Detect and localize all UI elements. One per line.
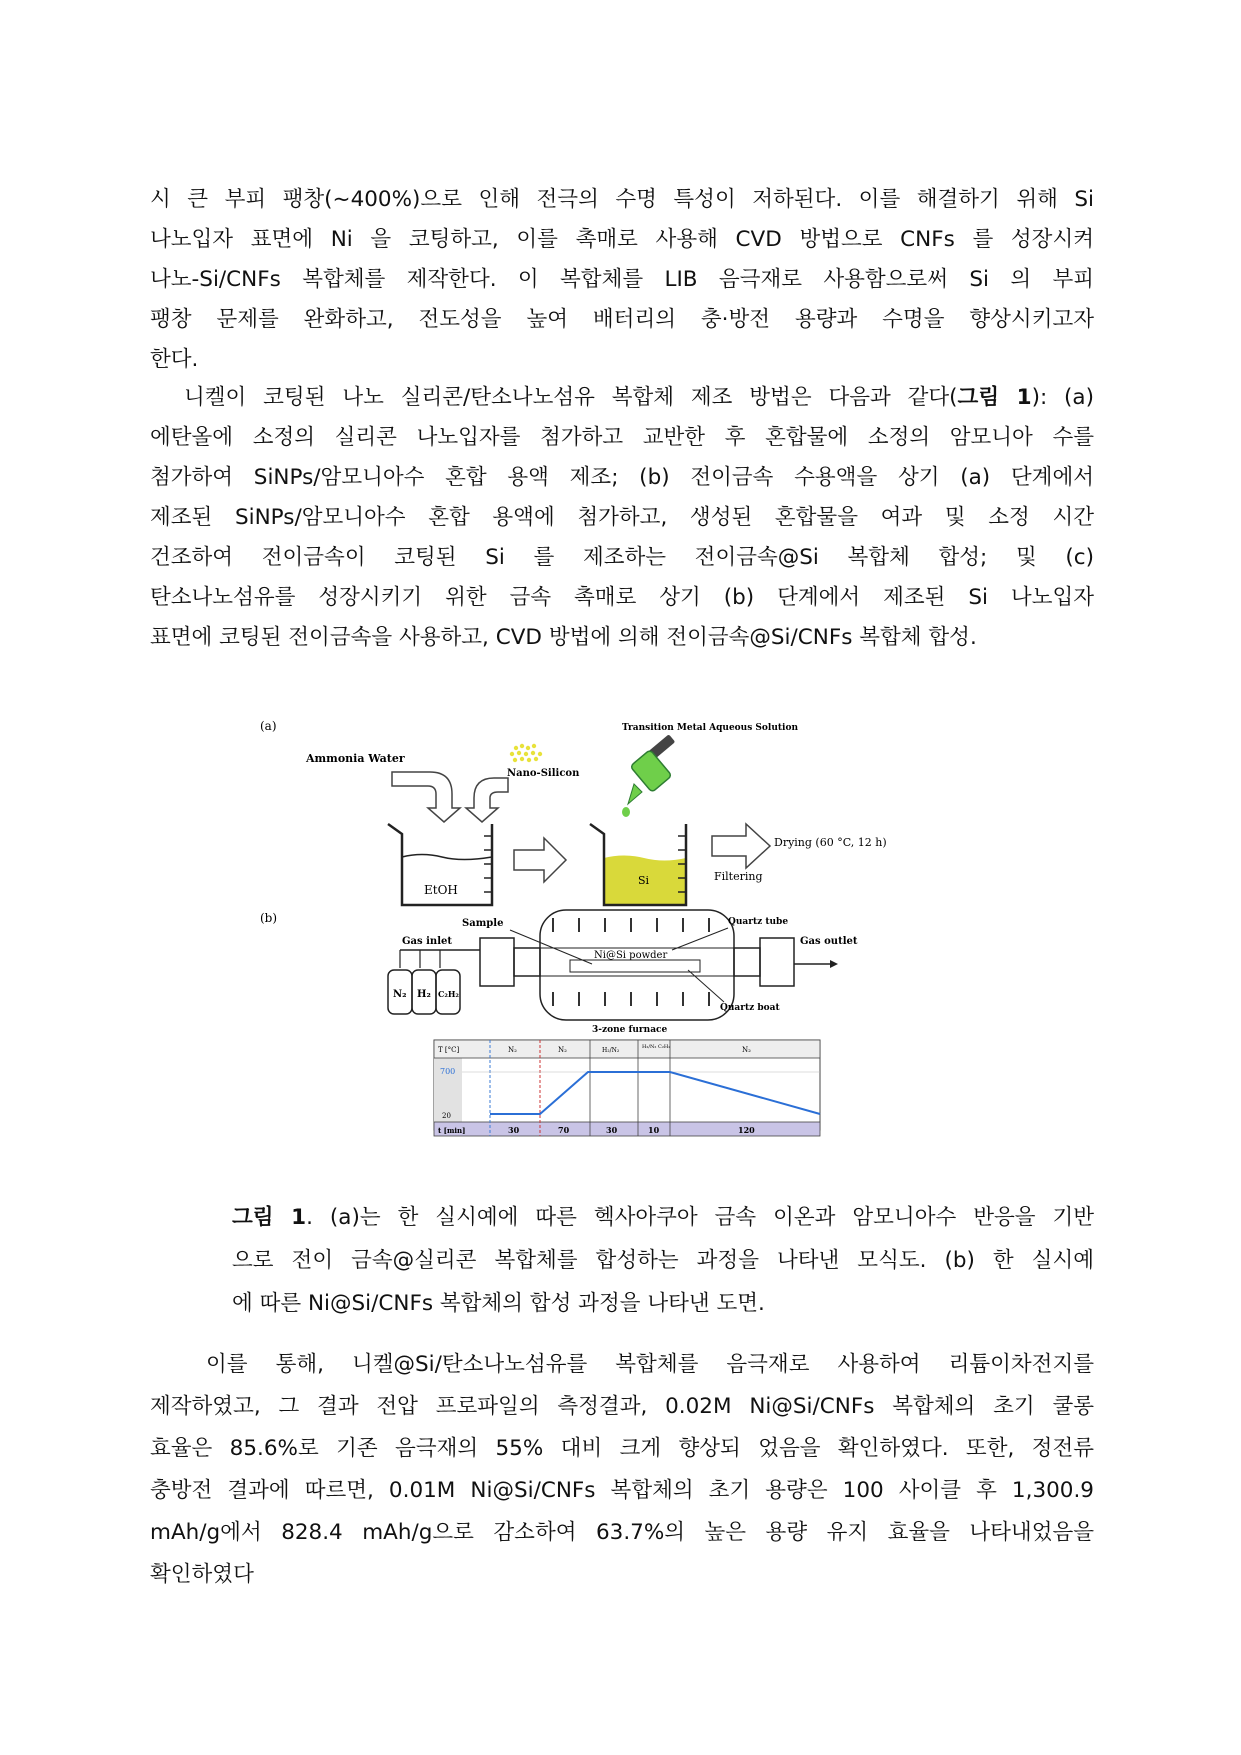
text-line: 이를 통해, 니켈@Si/탄소나노섬유를 복합체를 음극재로 사용하여 리튬이차전지를 [206,1352,1094,1377]
furnace-label: 3-zone furnace [592,1025,668,1035]
ammonia-arrow-icon [392,772,460,822]
profile-y-label: T [°C] [438,1046,460,1054]
cylinder-n2-label: N₂ [393,989,407,1000]
ni-si-powder-label: Ni@Si powder [594,950,668,961]
silicon-arrow-icon [466,778,508,822]
figure-reference: 그림 1 [957,385,1032,410]
gas-inlet-label: Gas inlet [402,936,452,947]
caption-line: 에 따른 Ni@Si/CNFs 복합체의 합성 과정을 나타낸 도면. [232,1291,765,1316]
paragraph-3 [150,1344,1094,1596]
dropper-icon [622,734,675,817]
text-line: 표면에 코팅된 전이금속을 사용하고, CVD 방법에 의해 전이금속@Si/CNFs 복합체 합성. [150,625,977,650]
gas-outlet-label: Gas outlet [800,936,858,947]
gas-phase-label: N₂ [558,1046,567,1054]
quartz-boat-label: Quartz boat [720,1003,780,1013]
text-line: 니켈이 코팅된 나노 실리콘/탄소나노섬유 복합체 제조 방법은 다음과 같다(그림 1): (a) [184,385,1094,410]
text-line: 충방전 결과에 따르면, 0.01M Ni@Si/CNFs 복합체의 초기 용량은 100 사이클 후 1,300.9 [150,1478,1094,1503]
text-line: 탄소나노섬유를 성장시키기 위한 금속 촉매로 상기 (b) 단계에서 제조된 Si 나노입자 [150,585,1094,610]
silicon-beaker-icon [590,824,686,905]
figure-caption [232,1196,1094,1325]
text-line: 나노입자 표면에 Ni 을 코팅하고, 이를 촉매로 사용해 CVD 방법으로 CNFs 를 성장시켜 [150,227,1094,252]
text-line: 확인하였다 [150,1562,254,1587]
profile-low-temp: 20 [442,1112,451,1120]
profile-high-temp: 700 [440,1067,456,1076]
drying-arrow-icon [712,824,770,868]
text-line: 효율은 85.6%로 기존 음극재의 55% 대비 크게 향상되 었음을 확인하였다. 또한, 정전류 [150,1436,1094,1461]
temperature-profile-chart [434,1040,820,1136]
filtering-label: Filtering [714,870,763,883]
gas-phase-label: N₂ [742,1046,751,1054]
cylinder-c2h2-label: C₂H₂ [438,989,459,999]
text-line: 에탄올에 소정의 실리콘 나노입자를 첨가하고 교반한 후 혼합물에 소정의 암모니아 수를 [150,425,1094,450]
text-line: 한다. [150,347,199,372]
drying-label: Drying (60 °C, 12 h) [774,836,887,849]
text-line: 시 큰 부피 팽창(~400%)으로 인해 전극의 수명 특성이 저하된다. 이를 해결하기 위해 Si [150,187,1094,212]
text-line: 제작하였고, 그 결과 전압 프로파일의 측정결과, 0.02M Ni@Si/CNFs 복합체의 초기 쿨롱 [150,1394,1094,1419]
time-duration-label: 70 [558,1125,570,1135]
beaker-2-label: Si [638,874,650,887]
caption-line: 그림 1. (a)는 한 실시예에 따른 헥사아쿠아 금속 이온과 암모니아수 반응을 기반 [232,1205,1094,1230]
panel-a-label: (a) [260,719,277,733]
synthesis-figure [252,712,902,1162]
time-duration-label: 120 [738,1125,755,1135]
caption-line: 으로 전이 금속@실리콘 복합체를 합성하는 과정을 나타낸 모식도. (b) 한 실시예 [232,1248,1094,1273]
caption-figure-ref: 그림 1 [232,1205,307,1230]
time-duration-label: 10 [648,1125,660,1135]
text-line: 팽창 문제를 완화하고, 전도성을 높여 배터리의 충·방전 용량과 수명을 향상시키고자 [150,307,1094,332]
paragraph-2 [150,378,1094,658]
gas-phase-label: H₂/N₂ C₂H₂ [642,1044,671,1050]
ammonia-water-label: Ammonia Water [306,752,405,765]
panel-b-label: (b) [260,911,278,925]
process-arrow-icon [514,838,566,882]
beaker-1-label: EtOH [424,883,458,897]
text-line: 나노-Si/CNFs 복합체를 제작한다. 이 복합체를 LIB 음극재로 사용함으로써 Si 의 부피 [150,267,1094,292]
quartz-tube-label: Quartz tube [728,917,789,927]
time-duration-label: 30 [508,1125,520,1135]
transition-metal-solution-label: Transition Metal Aqueous Solution [622,723,799,733]
text-line: 첨가하여 SiNPs/암모니아수 혼합 용액 제조; (b) 전이금속 수용액을 상기 (a) 단계에서 [150,465,1094,490]
sample-label: Sample [462,918,504,929]
text-line: mAh/g에서 828.4 mAh/g으로 감소하여 63.7%의 높은 용량 유지 효율을 나타내었음을 [150,1520,1094,1545]
gas-phase-label: N₂ [508,1046,517,1054]
profile-x-label: t [min] [438,1126,466,1135]
text-line: 제조된 SiNPs/암모니아수 혼합 용액에 첨가하고, 생성된 혼합물을 여과 및 소정 시간 [150,505,1094,530]
text-line: 건조하여 전이금속이 코팅된 Si 를 제조하는 전이금속@Si 복합체 합성; 및 (c) [150,545,1094,570]
nano-silicon-particles-icon [510,744,542,762]
time-duration-label: 30 [606,1125,618,1135]
paragraph-1 [150,180,1094,380]
cylinder-h2-label: H₂ [417,989,431,1000]
gas-cylinders-icon [388,950,480,1014]
gas-phase-label: H₂/N₂ [602,1047,620,1054]
nano-silicon-label: Nano-Silicon [507,768,580,779]
